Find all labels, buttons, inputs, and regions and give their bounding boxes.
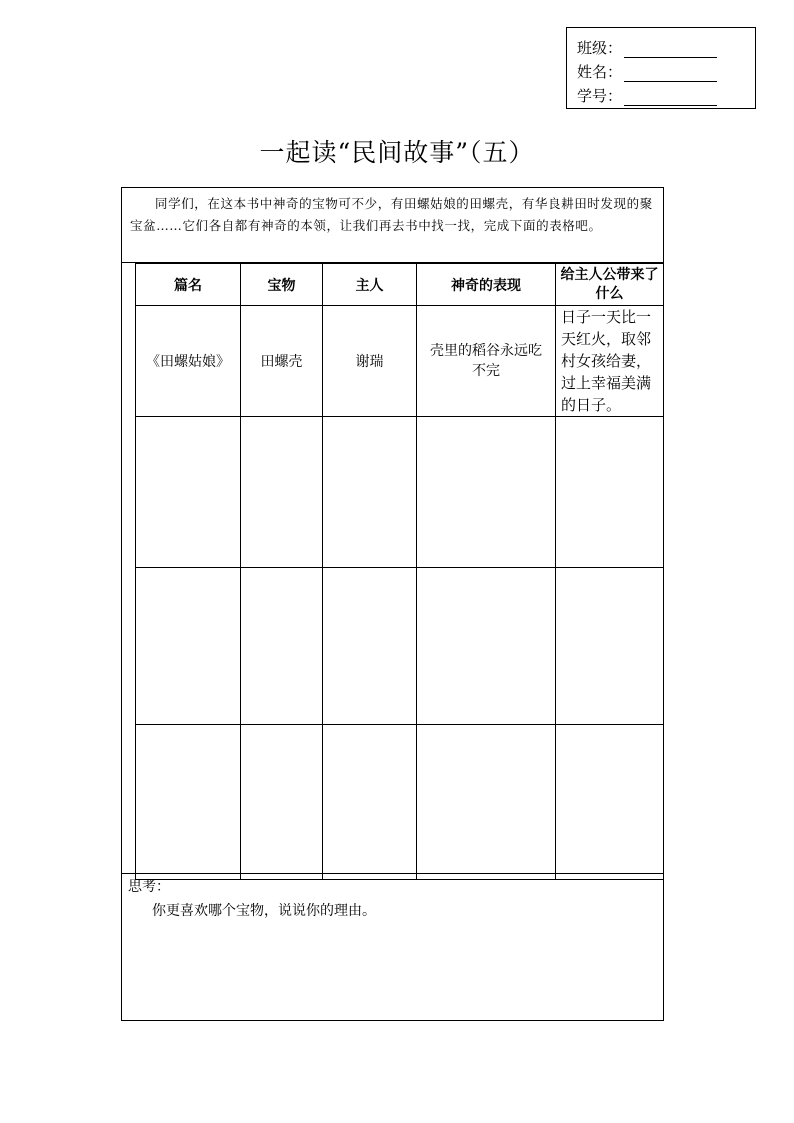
table-row [136, 417, 664, 568]
cell-magic: 壳里的稻谷永远吃不完 [417, 306, 556, 417]
name-row [577, 58, 755, 82]
worksheet-frame [121, 187, 664, 1021]
empty-cell[interactable] [556, 417, 664, 568]
cell-owner: 谢瑞 [323, 306, 417, 417]
empty-cell[interactable] [241, 417, 323, 568]
empty-cell[interactable] [136, 725, 241, 880]
header-owner: 主人 [323, 264, 417, 306]
header-title: 篇名 [136, 264, 241, 306]
header-treasure: 宝物 [241, 264, 323, 306]
reflection-section[interactable] [122, 873, 663, 1020]
cell-benefit: 日子一天比一天红火，取邻村女孩给妻，过上幸福美满的日子。 [556, 306, 664, 417]
student-id-row [577, 82, 755, 106]
empty-cell[interactable] [323, 568, 417, 725]
empty-cell[interactable] [323, 417, 417, 568]
student-id-blank[interactable] [624, 91, 717, 106]
student-id-label: 学号： [577, 87, 623, 105]
class-blank[interactable] [624, 43, 717, 58]
name-blank[interactable] [624, 67, 717, 82]
intro-paragraph: 同学们，在这本书中神奇的宝物可不少，有田螺姑娘的田螺壳，有华良耕田时发现的聚宝盆……它们各自都有神奇的本领，让我们再去书中找一找，完成下面的表格吧。 [122, 188, 663, 263]
empty-cell[interactable] [417, 417, 556, 568]
class-row [577, 34, 755, 58]
empty-cell[interactable] [136, 417, 241, 568]
table-row [136, 306, 664, 417]
name-label: 姓名： [577, 63, 623, 81]
table-header-row [136, 264, 664, 306]
cell-treasure: 田螺壳 [241, 306, 323, 417]
treasure-table [135, 263, 664, 880]
header-magic: 神奇的表现 [417, 264, 556, 306]
page-title: 一起读“民间故事”（五） [259, 138, 535, 167]
empty-cell[interactable] [323, 725, 417, 880]
empty-cell[interactable] [556, 568, 664, 725]
empty-cell[interactable] [241, 725, 323, 880]
table-row [136, 568, 664, 725]
class-label: 班级： [577, 39, 623, 57]
table-row [136, 725, 664, 880]
reflection-label: 思考： [128, 879, 170, 895]
empty-cell[interactable] [556, 725, 664, 880]
empty-cell[interactable] [241, 568, 323, 725]
empty-cell[interactable] [417, 568, 556, 725]
empty-cell[interactable] [136, 568, 241, 725]
empty-cell[interactable] [417, 725, 556, 880]
student-info-box [566, 27, 756, 109]
reflection-question: 你更喜欢哪个宝物，说说你的理由。 [152, 903, 376, 919]
header-benefit: 给主人公带来了什么 [556, 264, 664, 306]
cell-story-title: 《田螺姑娘》 [136, 306, 241, 417]
